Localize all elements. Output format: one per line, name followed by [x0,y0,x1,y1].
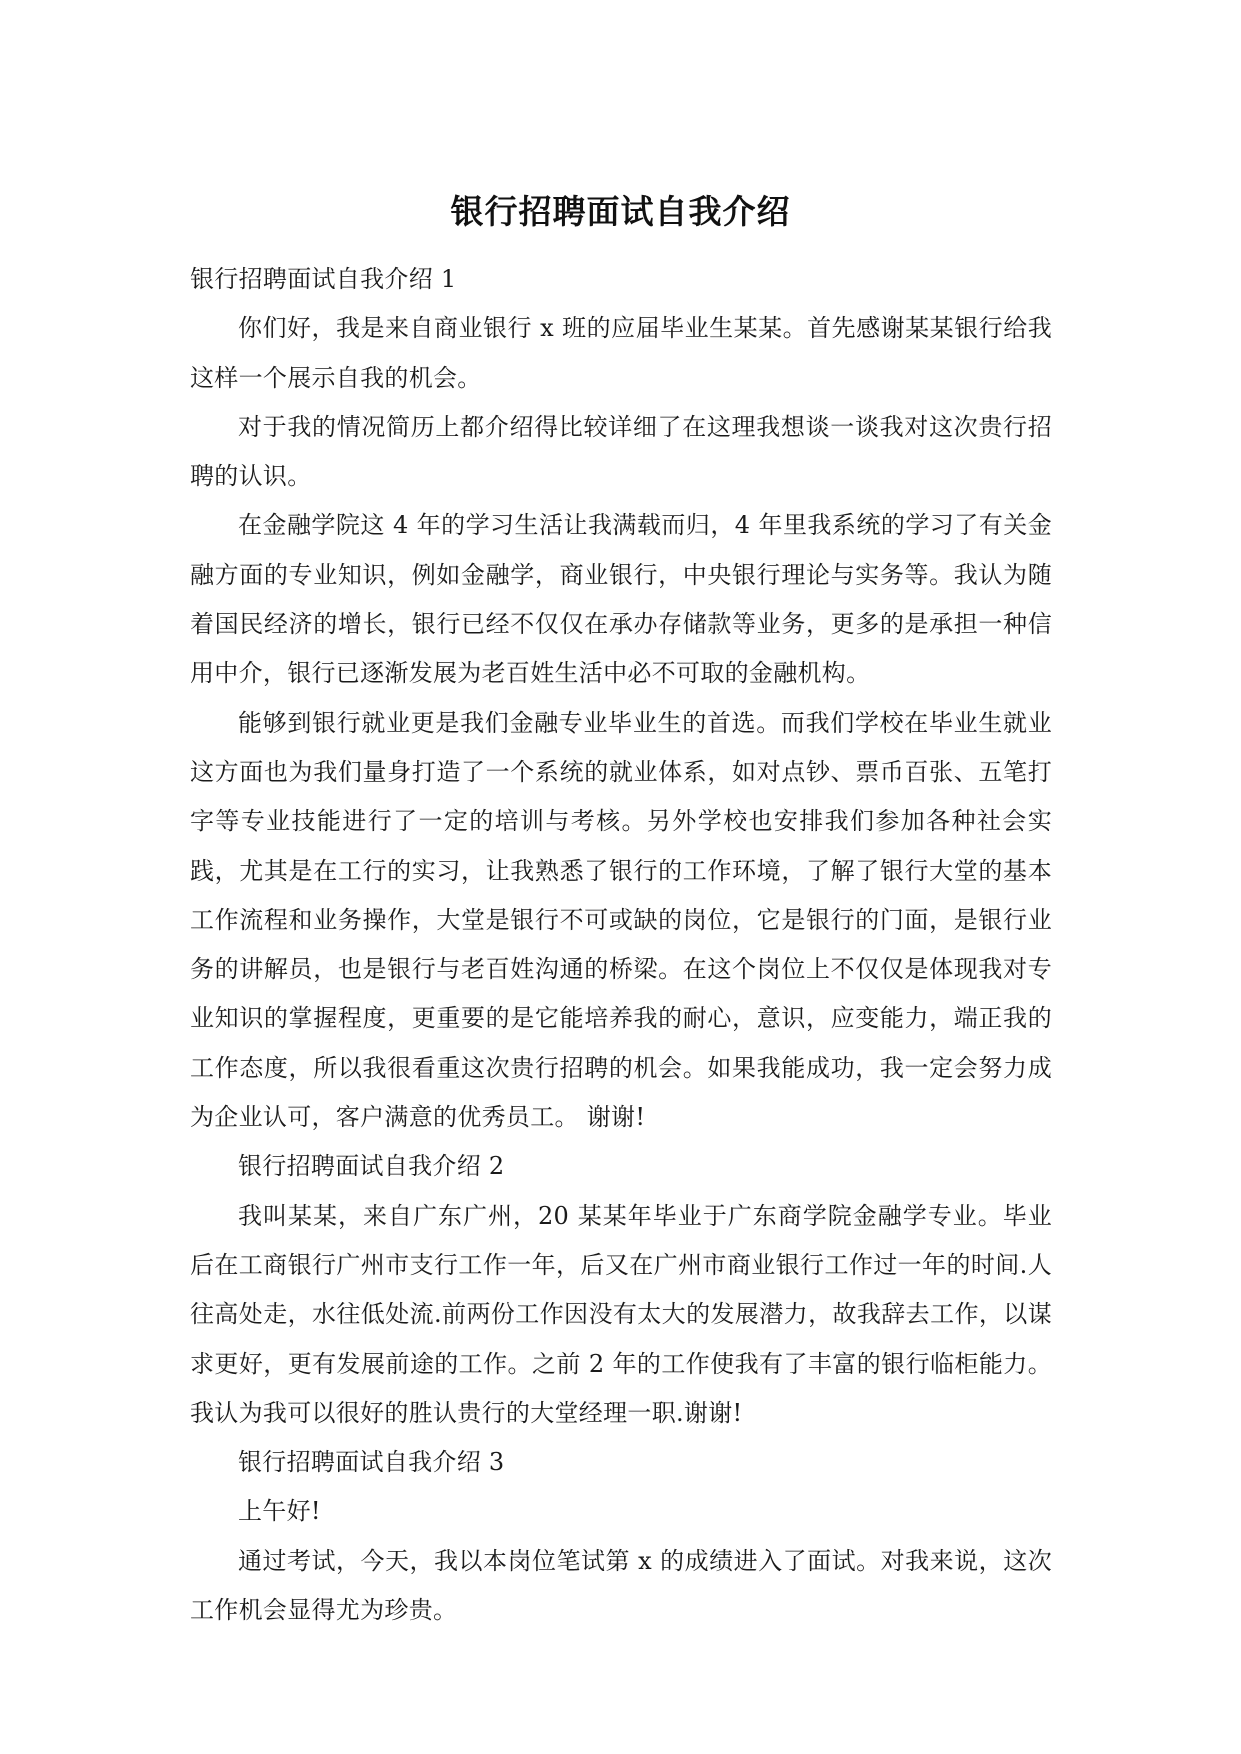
document-body [190,255,1052,1635]
paragraph: 在金融学院这 4 年的学习生活让我满载而归，4 年里我系统的学习了有关金融方面的专业知识，例如金融学，商业银行，中央银行理论与实务等。我认为随着国民经济的增长，银行已经不仅仅在承办存储款等业务，更多的是承担一种信用中介，银行已逐渐发展为老百姓生活中必不可取的金融机构。 [190,511,1052,688]
paragraph: 上午好! [238,1497,321,1526]
paragraph: 你们好，我是来自商业银行 x 班的应届毕业生某某。首先感谢某某银行给我这样一个展示自我的机会。 [190,314,1052,392]
section-heading-2: 银行招聘面试自我介绍 2 [238,1152,505,1181]
paragraph: 通过考试，今天，我以本岗位笔试第 x 的成绩进入了面试。对我来说，这次工作机会显得尤为珍贵。 [190,1546,1052,1625]
section-heading-1: 银行招聘面试自我介绍 1 [190,265,457,293]
paragraph: 能够到银行就业更是我们金融专业毕业生的首选。而我们学校在毕业生就业这方面也为我们量身打造了一个系统的就业体系，如对点钞、票币百张、五笔打字等专业技能进行了一定的培训与考核。另外学校也安排我们参加各种社会实践，尤其是在工行的实习，让我熟悉了银行的工作环境，了解了银行大堂的基本工作流程和业务操作，大堂是银行不可或缺的岗位，它是银行的门面，是银行业务的讲解员，也是银行与老百姓沟通的桥梁。在这个岗位上不仅仅是体现我对专业知识的掌握程度，更重要的是它能培养我的耐心，意识，应变能力，端正我的工作态度，所以我很看重这次贵行招聘的机会。如果我能成功，我一定会努力成为企业认可，客户满意的优秀员工。 谢谢! [190,708,1052,1132]
document-title: 银行招聘面试自我介绍 [450,192,791,231]
paragraph: 我叫某某，来自广东广州，20 某某年毕业于广东商学院金融学专业。毕业后在工商银行广州市支行工作一年，后又在广州市商业银行工作过一年的时间.人往高处走，水往低处流.前两份工作因没有太大的发展潜力，故我辞去工作，以谋求更好，更有发展前途的工作。之前 2 年的工作使我有了丰富的银行临柜能力。我认为我可以很好的胜认贵行的大堂经理一职.谢谢! [190,1201,1052,1427]
section-heading-3: 银行招聘面试自我介绍 3 [238,1448,505,1477]
paragraph: 对于我的情况简历上都介绍得比较详细了在这理我想谈一谈我对这次贵行招聘的认识。 [190,412,1052,491]
